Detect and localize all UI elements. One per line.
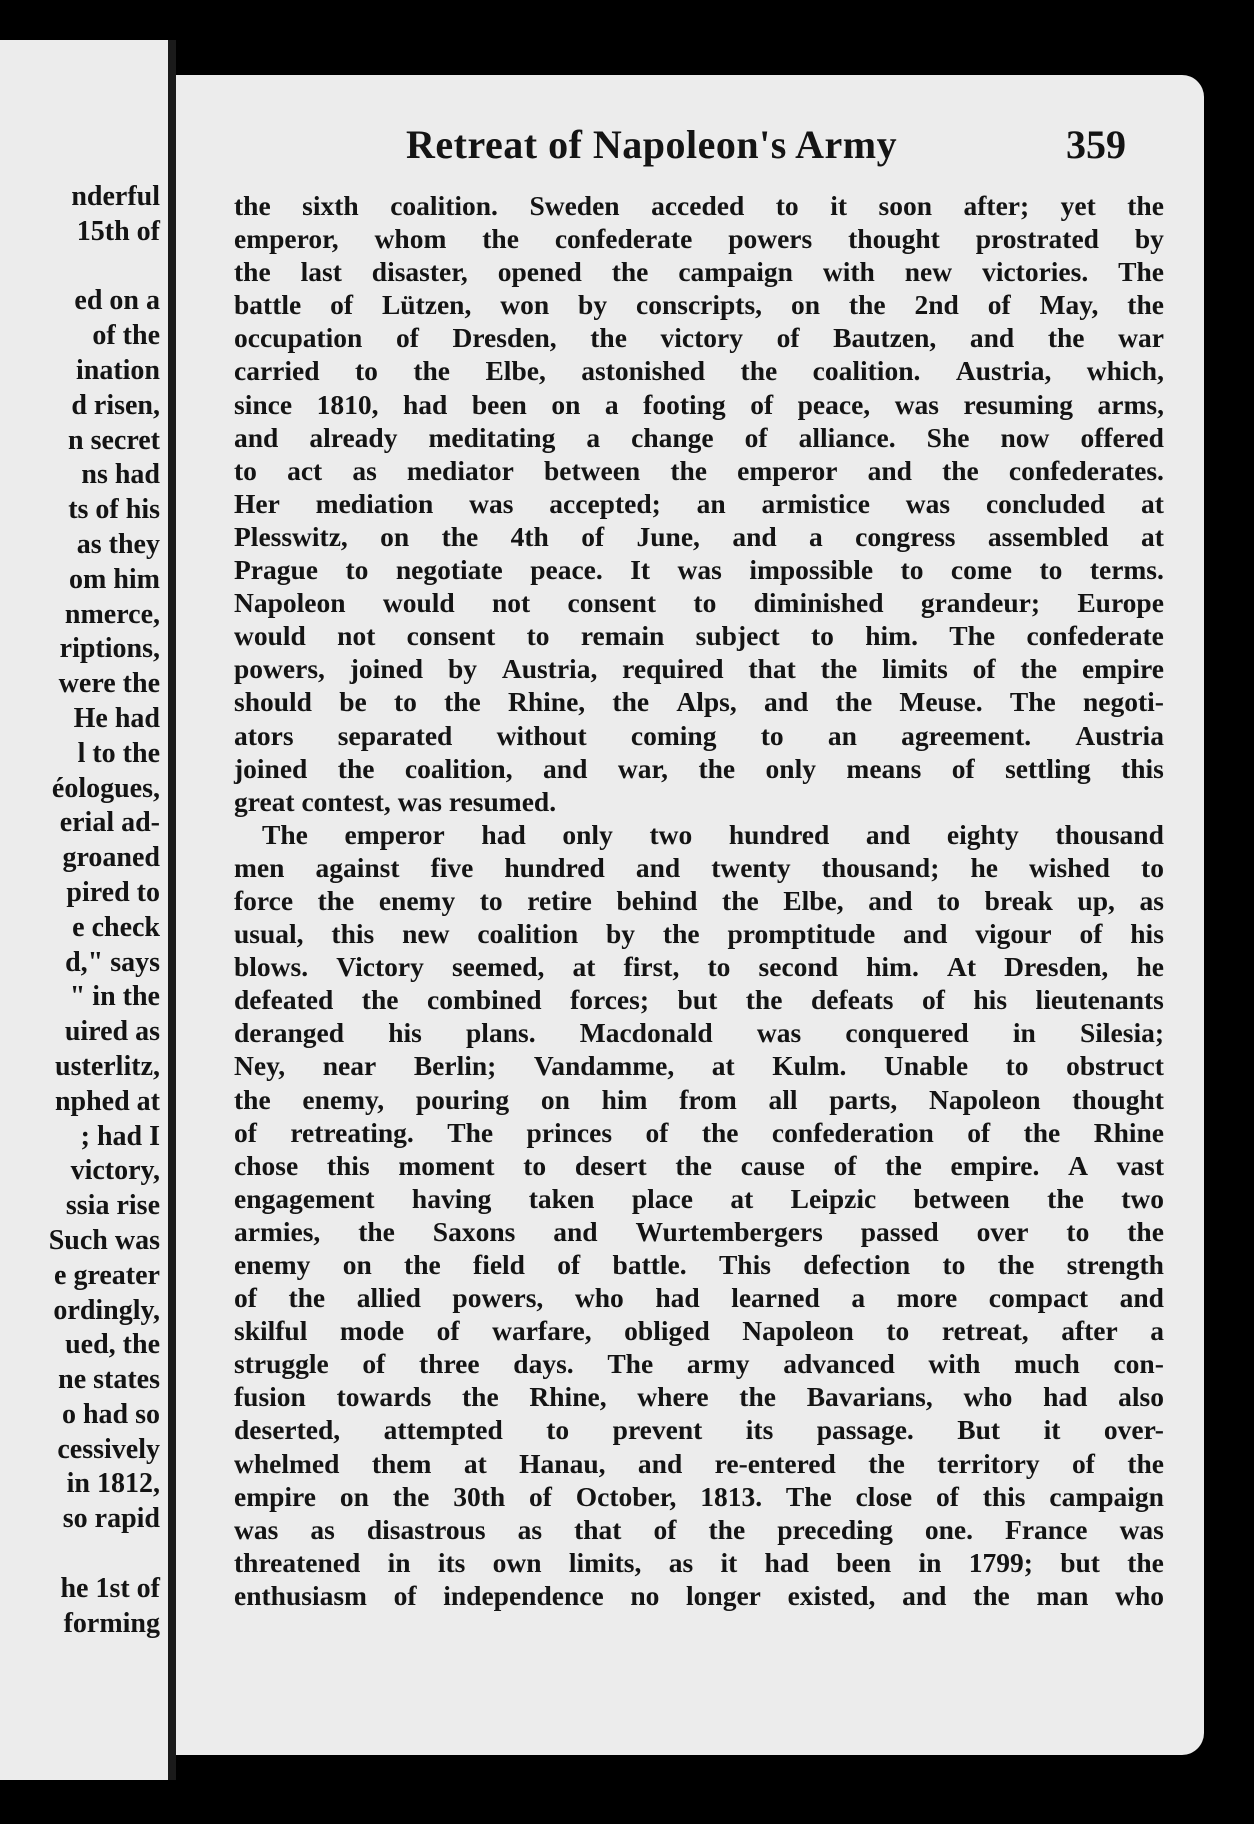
left-page-line: He had — [73, 702, 160, 734]
left-page-line: erial ad- — [59, 807, 160, 839]
left-page-text — [0, 180, 160, 1641]
body-text — [234, 189, 1164, 1612]
left-page-line: l to the — [77, 737, 160, 769]
left-page-line: in 1812, — [66, 1468, 160, 1500]
text-line: occupation of Dresden, the victory of Bautzen, and the war — [234, 322, 1164, 354]
text-line: blows. Victory seemed, at first, to second him. At Dresden, he — [234, 951, 1164, 983]
left-page-line: of the — [92, 320, 160, 352]
left-page-line: ns had — [81, 459, 160, 491]
text-line: chose this moment to desert the cause of the empire. A vast — [234, 1149, 1164, 1181]
text-line: enthusiasm of independence no longer existed, and the man who — [234, 1579, 1164, 1611]
left-page-line: Such was — [48, 1224, 160, 1256]
text-line: powers, joined by Austria, required that the limits of the empire — [234, 653, 1164, 685]
text-line: whelmed them at Hanau, and re-entered the territory of the — [234, 1447, 1164, 1479]
left-page-line: o had so — [61, 1398, 160, 1430]
text-line: carried to the Elbe, astonished the coalition. Austria, which, — [234, 355, 1164, 387]
text-line: great contest, was resumed. — [234, 785, 557, 817]
left-page-line: ne states — [58, 1364, 160, 1396]
left-page-line: were the — [58, 668, 160, 700]
text-line: battle of Lützen, won by conscripts, on the 2nd of May, the — [234, 289, 1164, 321]
text-line: struggle of three days. The army advanced with much con- — [234, 1348, 1164, 1380]
left-page-line: nderful — [71, 181, 160, 212]
left-page-line: usterlitz, — [55, 1050, 160, 1082]
text-line: force the enemy to retire behind the Elbe, and to break up, as — [234, 884, 1164, 916]
left-page-line: pired to — [66, 876, 160, 908]
left-page-line: as they — [76, 528, 160, 560]
left-page-line — [0, 250, 160, 285]
text-line: Plesswitz, on the 4th of June, and a congress assembled at — [234, 520, 1164, 552]
left-page-line: uired as — [64, 1016, 160, 1048]
text-line: Napoleon would not consent to diminished grandeur; Europe — [234, 587, 1164, 619]
page-header — [406, 121, 1126, 177]
text-line: Ney, near Berlin; Vandamme, at Kulm. Unable to obstruct — [234, 1050, 1164, 1082]
left-page — [0, 40, 168, 1780]
text-line: empire on the 30th of October, 1813. The close of this campaign — [234, 1480, 1164, 1512]
text-line: deserted, attempted to prevent its passage. But it over- — [234, 1414, 1164, 1446]
left-page-line: nmerce, — [64, 598, 160, 630]
left-page-line: groaned — [62, 842, 160, 874]
text-line: was as disastrous as that of the preceding one. France was — [234, 1513, 1164, 1545]
text-line: defeated the combined forces; but the defeats of his lieutenants — [234, 984, 1164, 1016]
text-line: threatened in its own limits, as it had been in 1799; but the — [234, 1546, 1164, 1578]
left-page-line: e greater — [54, 1259, 160, 1291]
left-page-line: d risen, — [71, 389, 160, 421]
running-head: Retreat of Napoleon's Army — [406, 122, 898, 167]
text-line: the enemy, pouring on him from all parts, Napoleon thought — [234, 1083, 1164, 1115]
left-page-line: éologues, — [51, 772, 160, 804]
text-line: and already meditating a change of alliance. She now offered — [234, 421, 1164, 453]
text-line: Prague to negotiate peace. It was impossible to come to terms. — [234, 554, 1164, 586]
text-line: joined the coalition, and war, the only means of settling this — [234, 752, 1164, 784]
text-line: The emperor had only two hundred and eighty thousand — [262, 818, 1164, 850]
text-line: the sixth coalition. Sweden acceded to it soon after; yet the — [234, 190, 1164, 221]
text-line: engagement having taken place at Leipzic between the two — [234, 1182, 1164, 1214]
text-line: Her mediation was accepted; an armistice was concluded at — [234, 487, 1164, 519]
left-page-line: so rapid — [62, 1503, 160, 1535]
left-page-line: cessively — [57, 1433, 160, 1465]
left-page-line: om him — [69, 563, 160, 595]
left-page-line: forming — [63, 1607, 160, 1639]
book-gutter — [168, 40, 176, 1780]
left-page-line: ts of his — [68, 494, 160, 526]
text-line: men against five hundred and twenty thousand; he wished to — [234, 851, 1164, 883]
text-line: enemy on the field of battle. This defection to the strength — [234, 1249, 1164, 1280]
text-line: armies, the Saxons and Wurtembergers passed over to the — [234, 1215, 1164, 1247]
text-line: deranged his plans. Macdonald was conquered in Silesia; — [234, 1017, 1164, 1049]
left-page-line: nphed at — [54, 1085, 160, 1117]
text-line: usual, this new coalition by the promptitude and vigour of his — [234, 918, 1164, 950]
text-line: emperor, whom the confederate powers thought prostrated by — [234, 223, 1164, 255]
left-page-line: riptions, — [59, 633, 160, 665]
left-page-line: d," says — [65, 946, 160, 978]
text-line: skilful mode of warfare, obliged Napoleon to retreat, after a — [234, 1315, 1164, 1347]
right-page — [176, 75, 1204, 1755]
left-page-line: 15th of — [76, 215, 160, 247]
left-page-line: ordingly, — [53, 1294, 160, 1326]
left-page-line — [0, 1537, 160, 1572]
left-page-line: " in the — [69, 981, 160, 1013]
text-line: since 1810, had been on a footing of peace, was resuming arms, — [234, 388, 1164, 420]
text-line: would not consent to remain subject to him. The confederate — [234, 620, 1164, 652]
text-line: to act as mediator between the emperor and the confederates. — [234, 454, 1164, 486]
left-page-line: he 1st of — [60, 1572, 160, 1604]
text-line: fusion towards the Rhine, where the Bavarians, who had also — [234, 1381, 1164, 1413]
text-line: ators separated without coming to an agreement. Austria — [234, 719, 1164, 751]
left-page-line: ued, the — [65, 1329, 160, 1361]
left-page-line: ssia rise — [65, 1190, 160, 1222]
left-page-line: e check — [72, 911, 160, 943]
text-line: the last disaster, opened the campaign with new victories. The — [234, 256, 1164, 288]
text-line: of retreating. The princes of the confederation of the Rhine — [234, 1116, 1164, 1148]
left-page-line: victory, — [70, 1155, 160, 1187]
text-line: of the allied powers, who had learned a more compact and — [234, 1282, 1164, 1314]
left-page-line: ed on a — [74, 285, 160, 317]
left-page-line: n secret — [68, 424, 160, 456]
left-page-line: ination — [75, 354, 160, 386]
left-page-line: ; had I — [80, 1120, 160, 1152]
page-number: 359 — [1066, 122, 1126, 167]
text-line: should be to the Rhine, the Alps, and the Meuse. The negoti- — [234, 686, 1164, 718]
